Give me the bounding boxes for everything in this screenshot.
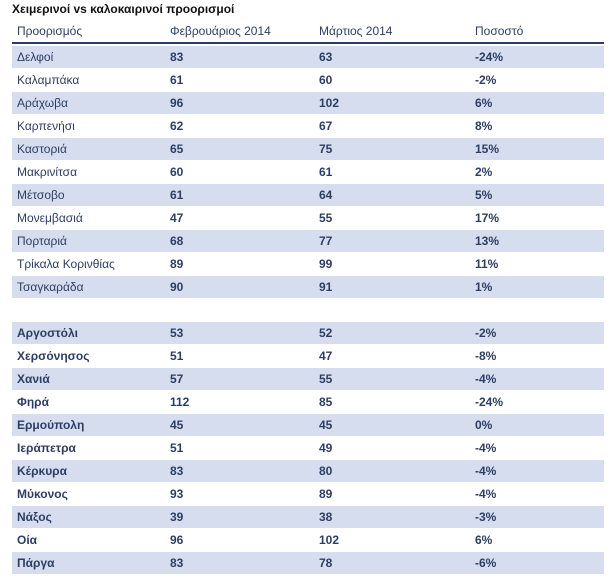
table-row: [12, 483, 604, 505]
table-row: [12, 552, 604, 574]
march-value-cell: 60: [319, 73, 333, 87]
march-value-cell: 78: [319, 556, 333, 570]
percentage-cell: -4%: [475, 487, 497, 501]
table-row: [12, 230, 604, 252]
column-header-march: Μάρτιος 2014: [319, 24, 393, 38]
table-row: [12, 115, 604, 137]
february-value-cell: 83: [170, 464, 184, 478]
march-value-cell: 77: [319, 234, 333, 248]
march-value-cell: 102: [319, 533, 340, 547]
table-row: [12, 345, 604, 367]
destination-cell: Φηρά: [17, 395, 49, 409]
destination-cell: Τρίκαλα Κορινθίας: [17, 257, 115, 271]
february-value-cell: 53: [170, 326, 184, 340]
february-value-cell: 45: [170, 418, 184, 432]
february-value-cell: 89: [170, 257, 184, 271]
summer-destinations-group: [12, 322, 604, 574]
percentage-cell: 5%: [475, 188, 493, 202]
percentage-cell: -4%: [475, 441, 497, 455]
table-row: [12, 92, 604, 114]
table-header: [12, 21, 604, 44]
percentage-cell: 2%: [475, 165, 493, 179]
march-value-cell: 75: [319, 142, 333, 156]
march-value-cell: 64: [319, 188, 333, 202]
destination-cell: Χανιά: [17, 372, 50, 386]
february-value-cell: 68: [170, 234, 184, 248]
destination-cell: Καλαμπάκα: [17, 73, 80, 87]
february-value-cell: 60: [170, 165, 184, 179]
table-row: [12, 437, 604, 459]
column-header-percentage: Ποσοστό: [475, 24, 524, 38]
percentage-cell: -6%: [475, 556, 497, 570]
destination-cell: Μέτσοβο: [17, 188, 65, 202]
destination-cell: Καρπενήσι: [17, 119, 75, 133]
table-row: [12, 322, 604, 344]
march-value-cell: 55: [319, 211, 333, 225]
percentage-cell: 11%: [475, 257, 499, 271]
winter-destinations-group: [12, 46, 604, 298]
march-value-cell: 102: [319, 96, 340, 110]
table-row: [12, 69, 604, 91]
destination-cell: Μακρινίτσα: [17, 165, 78, 179]
february-value-cell: 47: [170, 211, 184, 225]
march-value-cell: 52: [319, 326, 333, 340]
table-row: [12, 529, 604, 551]
february-value-cell: 83: [170, 556, 184, 570]
destination-cell: Πορταριά: [17, 234, 67, 248]
column-header-destination: Προορισμός: [17, 24, 83, 38]
destination-cell: Μονεμβασιά: [17, 211, 83, 225]
percentage-cell: 0%: [475, 418, 493, 432]
percentage-cell: -4%: [475, 464, 497, 478]
table-row: [12, 460, 604, 482]
march-value-cell: 91: [319, 280, 333, 294]
february-value-cell: 93: [170, 487, 184, 501]
table-row: [12, 414, 604, 436]
percentage-cell: 15%: [475, 142, 500, 156]
percentage-cell: 1%: [475, 280, 493, 294]
february-value-cell: 96: [170, 533, 184, 547]
destination-cell: Ιεράπετρα: [17, 441, 76, 455]
destination-cell: Χερσόνησος: [17, 349, 90, 363]
table-row: [12, 368, 604, 390]
march-value-cell: 61: [319, 165, 333, 179]
destination-cell: Μύκονος: [17, 487, 68, 501]
destination-cell: Δελφοί: [17, 50, 54, 64]
table-row: [12, 46, 604, 68]
march-value-cell: 99: [319, 257, 333, 271]
march-value-cell: 89: [319, 487, 333, 501]
table-row: [12, 276, 604, 298]
percentage-cell: 6%: [475, 533, 493, 547]
destination-cell: Αργοστόλι: [17, 326, 78, 340]
percentage-cell: -2%: [475, 326, 497, 340]
february-value-cell: 61: [170, 188, 184, 202]
table-row: [12, 391, 604, 413]
table-title: Χειμερινοί vs καλοκαιρινοί προορισμοί: [12, 2, 235, 16]
february-value-cell: 61: [170, 73, 184, 87]
february-value-cell: 51: [170, 349, 184, 363]
destination-cell: Αράχωβα: [17, 96, 68, 110]
february-value-cell: 90: [170, 280, 184, 294]
march-value-cell: 49: [319, 441, 333, 455]
percentage-cell: 8%: [475, 119, 493, 133]
column-header-february: Φεβρουάριος 2014: [170, 24, 271, 38]
table-row: [12, 207, 604, 229]
march-value-cell: 38: [319, 510, 333, 524]
destination-cell: Ερμούπολη: [17, 418, 85, 432]
february-value-cell: 65: [170, 142, 184, 156]
february-value-cell: 57: [170, 372, 184, 386]
table-row: [12, 184, 604, 206]
percentage-cell: -24%: [475, 50, 504, 64]
february-value-cell: 96: [170, 96, 184, 110]
percentage-cell: 13%: [475, 234, 500, 248]
table-row: [12, 138, 604, 160]
march-value-cell: 63: [319, 50, 333, 64]
percentage-cell: 6%: [475, 96, 493, 110]
table-row: [12, 506, 604, 528]
destination-cell: Οία: [17, 533, 38, 547]
percentage-cell: -8%: [475, 349, 497, 363]
destination-cell: Τσαγκαράδα: [17, 280, 84, 294]
february-value-cell: 62: [170, 119, 184, 133]
table-row: [12, 253, 604, 275]
march-value-cell: 67: [319, 119, 333, 133]
percentage-cell: 17%: [475, 211, 500, 225]
destination-cell: Πάργα: [17, 556, 55, 570]
march-value-cell: 80: [319, 464, 333, 478]
percentage-cell: -3%: [475, 510, 497, 524]
percentage-cell: -4%: [475, 372, 497, 386]
percentage-cell: -2%: [475, 73, 497, 87]
march-value-cell: 85: [319, 395, 333, 409]
february-value-cell: 51: [170, 441, 184, 455]
march-value-cell: 45: [319, 418, 333, 432]
february-value-cell: 39: [170, 510, 184, 524]
february-value-cell: 83: [170, 50, 184, 64]
february-value-cell: 112: [170, 395, 190, 409]
march-value-cell: 55: [319, 372, 333, 386]
destination-cell: Καστοριά: [17, 142, 67, 156]
destinations-table: [12, 21, 604, 575]
march-value-cell: 47: [319, 349, 333, 363]
table-row: [12, 161, 604, 183]
group-spacer: [12, 299, 604, 321]
percentage-cell: -24%: [475, 395, 504, 409]
destination-cell: Νάξος: [17, 510, 52, 524]
destination-cell: Κέρκυρα: [17, 464, 67, 478]
